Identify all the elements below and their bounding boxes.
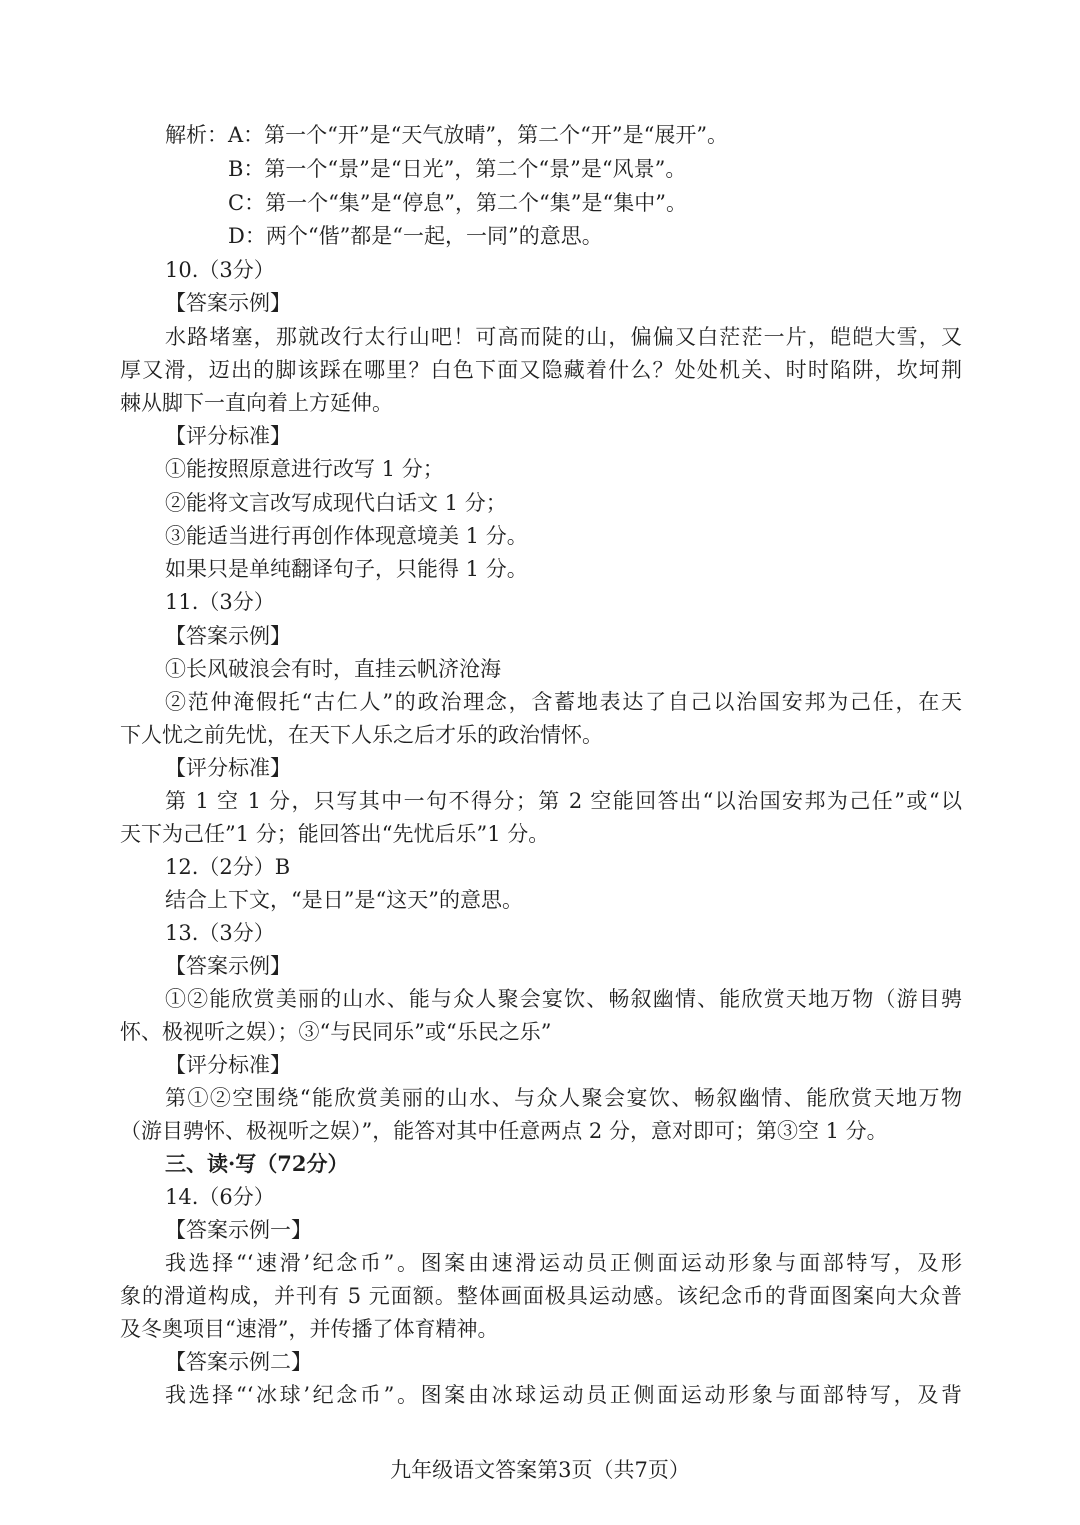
answer-example-one-label: 【答案示例一】 xyxy=(165,1218,312,1242)
scoring-criteria-label: 【评分标准】 xyxy=(165,1053,291,1077)
analysis-d: D：两个“偕”都是“一起，一同”的意思。 xyxy=(228,224,603,248)
question-11-heading: 11.（3分） xyxy=(165,590,275,614)
paragraph-line: 第①②空围绕“能欣赏美丽的山水、与众人聚会宴饮、畅叙幽情、能欣赏天地万物 xyxy=(165,1086,962,1110)
page-footer: 九年级语文答案第3页（共7页） xyxy=(390,1458,690,1482)
paragraph-line: 水路堵塞，那就改行太行山吧！可高而陡的山，偏偏又白茫茫一片，皑皑大雪，又 xyxy=(165,325,962,349)
scoring-criteria-label: 【评分标准】 xyxy=(165,424,291,448)
question-13-heading: 13.（3分） xyxy=(165,921,275,945)
paragraph-line: 厚又滑，迈出的脚该踩在哪里？白色下面又隐藏着什么？处处机关、时时陷阱，坎坷荆 xyxy=(120,358,962,382)
question-14-heading: 14.（6分） xyxy=(165,1185,275,1209)
paragraph-line: 象的滑道构成，并刊有 5 元面额。整体画面极具运动感。该纪念币的背面图案向大众普 xyxy=(120,1284,962,1308)
scoring-item: ③能适当进行再创作体现意境美 1 分。 xyxy=(165,524,528,548)
paragraph-line: 棘从脚下一直向着上方延伸。 xyxy=(120,391,393,415)
paragraph-line: 下人忧之前先忧，在天下人乐之后才乐的政治情怀。 xyxy=(120,723,603,747)
paragraph-line: 第 1 空 1 分，只写其中一句不得分；第 2 空能回答出“以治国安邦为己任”或“以 xyxy=(165,789,962,813)
paragraph-line: 怀、极视听之娱）；③“与民同乐”或“乐民之乐” xyxy=(120,1020,552,1044)
question-12-heading: 12.（2分）B xyxy=(165,855,291,879)
paragraph-line: 天下为己任”1 分；能回答出“先忧后乐”1 分。 xyxy=(120,822,550,846)
paragraph-line: ①②能欣赏美丽的山水、能与众人聚会宴饮、畅叙幽情、能欣赏天地万物（游目骋 xyxy=(165,987,962,1011)
paragraph-line: 结合上下文，“是日”是“这天”的意思。 xyxy=(165,888,523,912)
paragraph-line: ①长风破浪会有时，直挂云帆济沧海 xyxy=(165,657,501,681)
question-10-heading: 10.（3分） xyxy=(165,258,275,282)
answer-example-label: 【答案示例】 xyxy=(165,291,291,315)
answer-example-label: 【答案示例】 xyxy=(165,954,291,978)
paragraph-line: （游目骋怀、极视听之娱）”，能答对其中任意两点 2 分，意对即可；第③空 1 分。 xyxy=(120,1119,888,1143)
scoring-criteria-label: 【评分标准】 xyxy=(165,756,291,780)
answer-example-two-label: 【答案示例二】 xyxy=(165,1350,312,1374)
analysis-c: C：第一个“集”是“停息”，第二个“集”是“集中”。 xyxy=(228,191,687,215)
paragraph-line: 我选择“‘速滑’纪念币”。图案由速滑运动员正侧面运动形象与面部特写，及形 xyxy=(165,1251,962,1275)
scoring-item: ①能按照原意进行改写 1 分； xyxy=(165,457,444,481)
paragraph-line: ②范仲淹假托“古仁人”的政治理念，含蓄地表达了自己以治国安邦为己任，在天 xyxy=(165,690,962,714)
paragraph-line: 及冬奥项目“速滑”，并传播了体育精神。 xyxy=(120,1317,499,1341)
analysis-a: 解析：A：第一个“开”是“天气放晴”，第二个“开”是“展开”。 xyxy=(165,123,729,147)
section-three-heading: 三、读·写（72分） xyxy=(165,1151,349,1176)
scoring-note: 如果只是单纯翻译句子，只能得 1 分。 xyxy=(165,557,528,581)
answer-example-label: 【答案示例】 xyxy=(165,624,291,648)
analysis-b: B：第一个“景”是“日光”，第二个“景”是“风景”。 xyxy=(228,157,687,181)
paragraph-line: 我选择“‘冰球’纪念币”。图案由冰球运动员正侧面运动形象与面部特写，及背 xyxy=(165,1383,962,1407)
scoring-item: ②能将文言改写成现代白话文 1 分； xyxy=(165,491,507,515)
